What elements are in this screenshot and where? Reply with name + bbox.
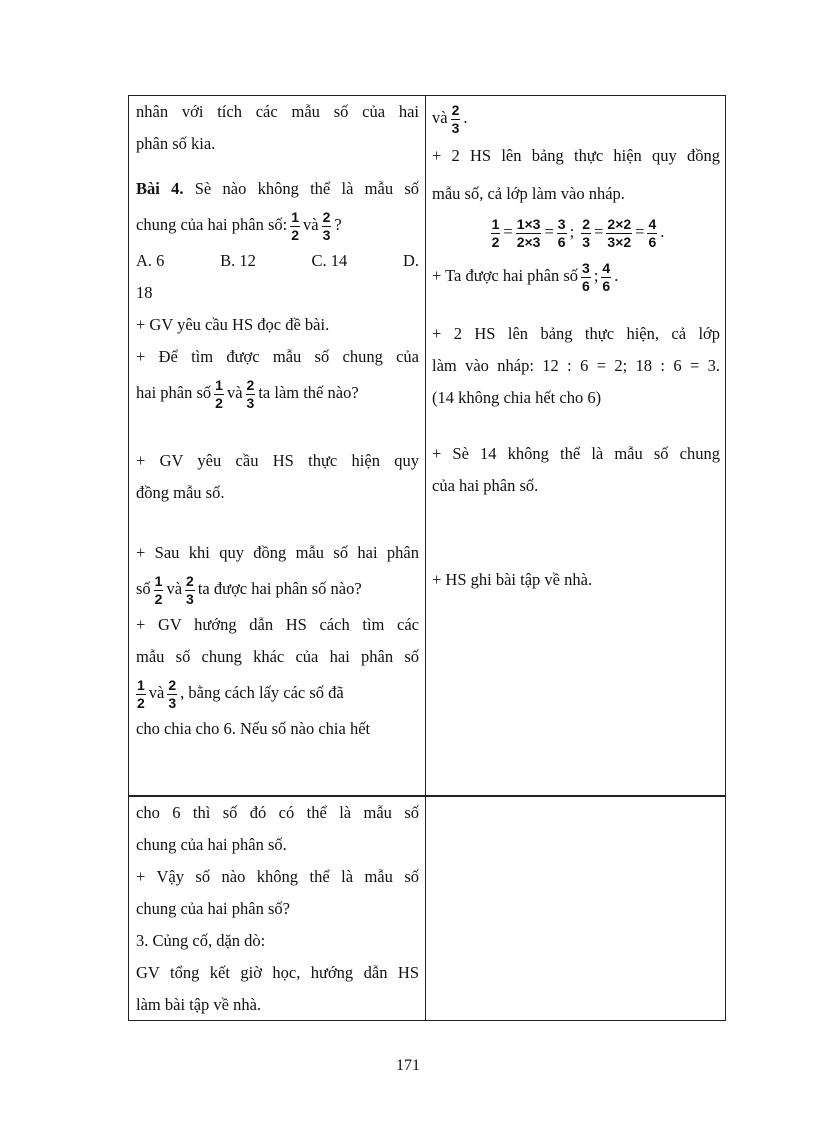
numerator: 1 xyxy=(137,676,145,693)
spacer xyxy=(432,502,720,564)
option-d: D. xyxy=(402,251,420,270)
text: ta làm thế nào? xyxy=(258,383,359,402)
separator: ; xyxy=(569,222,575,241)
hs-div-line: + 2 HS lên bảng thực hiện, cả lớp xyxy=(432,324,720,343)
page-number: 171 xyxy=(396,1057,420,1074)
equation-line xyxy=(432,210,720,254)
question-text: chung của hai phân số: xyxy=(136,215,288,234)
answer-line: + Sè 14 không thể là mẫu số chung xyxy=(432,444,720,463)
continued-line: chung của hai phân số? xyxy=(136,899,290,918)
text: ta được hai phân số nào? xyxy=(197,579,362,598)
denominator: 6 xyxy=(582,277,590,294)
numerator: 2 xyxy=(322,208,331,225)
numerator: 2 xyxy=(582,215,591,232)
fraction xyxy=(491,216,501,251)
denominator: 2×3 xyxy=(516,233,541,250)
intro-line: phân số kia. xyxy=(136,134,216,153)
text: + Ta được hai phân số xyxy=(432,266,579,285)
section-heading: 3. Củng cố, dặn dò: xyxy=(136,931,266,950)
denominator: 3×2 xyxy=(607,233,632,250)
numerator: 1 xyxy=(491,215,500,232)
fraction-line xyxy=(432,96,720,140)
period: . xyxy=(660,222,665,241)
numerator: 3 xyxy=(582,259,590,276)
fraction xyxy=(214,377,224,412)
option-a: A. 6 xyxy=(136,251,165,270)
numerator: 2 xyxy=(168,676,177,693)
numerator: 3 xyxy=(557,215,566,232)
numerator: 4 xyxy=(648,215,657,232)
denominator: 6 xyxy=(648,233,657,250)
period: . xyxy=(463,108,468,127)
denominator: 6 xyxy=(602,277,611,294)
denominator: 3 xyxy=(186,590,194,607)
option-b: B. 12 xyxy=(220,251,256,270)
fraction xyxy=(290,209,300,244)
intro-line: nhân với tích các mẫu số của hai xyxy=(136,102,419,121)
answer-options xyxy=(136,245,419,277)
numerator: 1 xyxy=(215,376,223,393)
text: số xyxy=(136,579,151,598)
text: , bằng cách lấy các số đã xyxy=(180,683,344,702)
gv-guide-line: + GV hướng dẫn HS cách tìm các xyxy=(136,615,419,634)
equals-sign: = xyxy=(544,222,554,241)
lesson-table xyxy=(128,95,726,1021)
separator: ; xyxy=(593,266,599,285)
fraction xyxy=(647,216,657,251)
and-text: và xyxy=(432,108,448,127)
fraction xyxy=(451,102,461,137)
continued-line: + Vậy số nào không thể là mẫu số xyxy=(136,867,419,886)
numerator: 2 xyxy=(246,376,255,393)
answer-line: của hai phân số. xyxy=(432,476,539,495)
gv-after-line: + Sau khi quy đồng mẫu số hai phân xyxy=(136,543,419,562)
denominator: 3 xyxy=(451,119,460,136)
text: hai phân số xyxy=(136,383,212,402)
gv-after-line xyxy=(136,569,419,609)
denominator: 2 xyxy=(154,590,163,607)
fraction xyxy=(516,216,542,251)
hs-div-line: làm vào nháp: 12 : 6 = 2; 18 : 6 = 3. xyxy=(432,356,720,375)
equals-sign: = xyxy=(594,222,604,241)
question-line xyxy=(136,205,419,245)
and-text: và xyxy=(226,383,243,402)
spacer xyxy=(432,414,720,438)
spacer xyxy=(432,298,720,318)
numerator: 2 xyxy=(451,101,460,118)
fraction xyxy=(601,260,611,295)
gv-guide-line: mẫu số chung khác của hai phân số xyxy=(136,647,419,666)
fraction xyxy=(322,209,332,244)
equals-sign: = xyxy=(503,222,513,241)
spacer xyxy=(136,509,419,537)
denominator: 6 xyxy=(557,233,566,250)
denominator: 2 xyxy=(137,694,145,711)
question-mark: ? xyxy=(334,215,342,234)
gv-guide-line: cho chia cho 6. Nếu số nào chia hết xyxy=(136,719,371,738)
numerator: 1 xyxy=(291,208,300,225)
fraction xyxy=(581,216,591,251)
student-activities-cell xyxy=(432,96,720,596)
gv-find-line xyxy=(136,373,419,413)
column-divider xyxy=(425,96,426,1020)
equals-sign: = xyxy=(635,222,645,241)
continued-line: cho 6 thì số đó có thể là mẫu số xyxy=(136,803,419,822)
denominator: 2 xyxy=(215,394,223,411)
numerator: 1 xyxy=(154,572,163,589)
fraction xyxy=(246,377,256,412)
numerator: 1×3 xyxy=(516,215,541,232)
gv-convert-line: đồng mẫu số. xyxy=(136,483,225,502)
hs-board-line: mẫu số, cả lớp làm vào nháp. xyxy=(432,184,625,203)
question-text: Sè nào không thể là mẫu số xyxy=(194,179,420,198)
fraction xyxy=(557,216,567,251)
denominator: 3 xyxy=(582,233,591,250)
gv-convert-line: + GV yêu cầu HS thực hiện quy xyxy=(136,451,419,470)
denominator: 3 xyxy=(168,694,177,711)
fraction xyxy=(167,677,177,712)
teacher-activities-cell-continued xyxy=(136,797,419,1021)
teacher-activities-cell xyxy=(136,96,419,745)
continued-line: chung của hai phân số. xyxy=(136,835,287,854)
fraction xyxy=(136,677,146,712)
numerator: 2 xyxy=(186,572,194,589)
fraction xyxy=(154,573,164,608)
homework-line: + HS ghi bài tập về nhà. xyxy=(432,570,593,589)
hs-board-line: + 2 HS lên bảng thực hiện quy đồng xyxy=(432,146,720,165)
option-c: C. 14 xyxy=(311,251,348,270)
and-text: và xyxy=(303,215,319,234)
denominator: 3 xyxy=(246,394,255,411)
gv-guide-line xyxy=(136,673,419,713)
fraction xyxy=(581,260,591,295)
option-d-value: 18 xyxy=(136,283,153,302)
exercise-title: Bài 4. xyxy=(136,179,184,198)
continued-line: GV tổng kết giờ học, hướng dẫn HS xyxy=(136,963,419,982)
continued-line: làm bài tập về nhà. xyxy=(136,995,262,1014)
fraction xyxy=(606,216,632,251)
gv-find-line: + Để tìm được mẫu số chung của xyxy=(136,347,419,366)
and-text: và xyxy=(148,683,165,702)
hs-div-line: (14 không chia hết cho 6) xyxy=(432,388,602,407)
numerator: 2×2 xyxy=(607,215,632,232)
fraction xyxy=(185,573,195,608)
denominator: 2 xyxy=(491,233,500,250)
and-text: và xyxy=(166,579,183,598)
spacer xyxy=(136,413,419,445)
gv-read-line: + GV yêu cầu HS đọc đề bài. xyxy=(136,315,330,334)
denominator: 2 xyxy=(291,226,300,243)
period: . xyxy=(614,266,619,285)
result-line xyxy=(432,254,720,298)
numerator: 4 xyxy=(602,259,611,276)
denominator: 3 xyxy=(322,226,331,243)
exercise-title-line xyxy=(136,173,419,205)
